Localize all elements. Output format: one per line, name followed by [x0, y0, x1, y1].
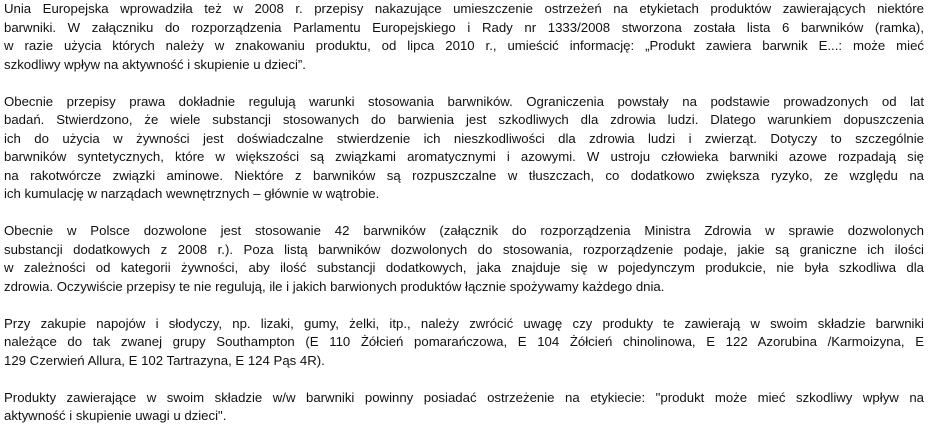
text-line: szkodliwy wpływ na aktywność i skupienie u dzieci”. [4, 56, 306, 72]
text-line: Przy zakupie napojów i słodyczy, np. lizaki, gumy, żelki, itp., należy zwrócić uwagę czy produkty te zawierają w swoim składzie barwniki [4, 315, 924, 331]
text-line: Obecnie w Polsce dozwolone jest stosowanie 42 barwników (załącznik do rozporządzenia Ministra Zdrowia w sprawie dozwolonych [4, 223, 924, 238]
text-line: substancji dodatkowych z 2008 r.). Poza listą barwników dozwolonych do stosowania, rozporządzenie podaje, jakie są graniczne ich ilości [4, 241, 924, 257]
text-line: Unia Europejska wprowadziła też w 2008 r. przepisy nakazujące umieszczenie ostrzeżeń na etykietach produktów zawierających niektóre [4, 1, 924, 16]
text-line: Produkty zawierające w swoim składzie w/w barwniki powinny posiadać ostrzeżenie na etykiecie: "produkt może mieć szkodliwy wpływ na [4, 389, 924, 405]
paragraph-label-warning [4, 389, 924, 426]
text-line: w zależności od kategorii żywności, aby ilość substancji dodatkowych, jaka znajduje się w pojedynczym produkcie, nie była szkodliwa dla [4, 260, 924, 275]
text-line: ich do użycia w żywności jest doświadczalne stwierdzenie ich nieszkodliwości dla zdrowia ludzi i zwierząt. Dotyczy to szczególnie [4, 130, 924, 146]
text-line: należące do tak zwanej grupy Southampton (E 110 Żółcień pomarańczowa, E 104 Żółcień chinolinowa, E 122 Azorubina /Karmoizyna, E [4, 334, 924, 349]
paragraph-poland-dyes [4, 222, 924, 296]
document-body [4, 0, 924, 444]
text-line: zdrowia. Oczywiście przepisy te nie regulują, ile i jakich barwionych produktów łącznie spożywamy każdego dnia. [4, 278, 665, 294]
paragraph-regulations [4, 93, 924, 204]
text-line: 129 Czerwień Allura, E 102 Tartrazyna, E 124 Pąs 4R). [4, 352, 325, 368]
text-line: ich kumulację w narządach wewnętrznych – głównie w wątrobie. [4, 186, 380, 201]
text-line: aktywność i skupienie uwagi u dzieci". [4, 408, 227, 423]
text-line: barwniki. W załączniku do rozporządzenia Parlamentu Europejskiego i Rady nr 1333/2008 stworzona została lista 6 barwników (ramka), [4, 19, 924, 35]
text-line: barwników syntetycznych, które w większości są związkami aromatycznymi i azowymi. W ustroju człowieka barwniki azowe rozpadają się [4, 149, 924, 164]
text-line: na rakotwórcze związki aminowe. Niektóre z barwników są rozpuszczalne w tłuszczach, co dodatkowo zwiększa ryzyko, ze względu na [4, 167, 924, 183]
text-line: w razie użycia których należy w znakowaniu produktu, od lipca 2010 r., umieścić informację: „Produkt zawiera barwnik E...: może mieć [4, 38, 924, 53]
text-line: Obecnie przepisy prawa dokładnie regulują warunki stosowania barwników. Ograniczenia powstały na podstawie prowadzonych od lat [4, 93, 924, 109]
paragraph-southampton [4, 315, 924, 371]
paragraph-warning-labels [4, 0, 924, 74]
text-line: badań. Stwierdzono, że wiele substancji stosowanych do barwienia jest szkodliwych dla zdrowia ludzi. Dlatego warunkiem dopuszczenia [4, 112, 924, 127]
